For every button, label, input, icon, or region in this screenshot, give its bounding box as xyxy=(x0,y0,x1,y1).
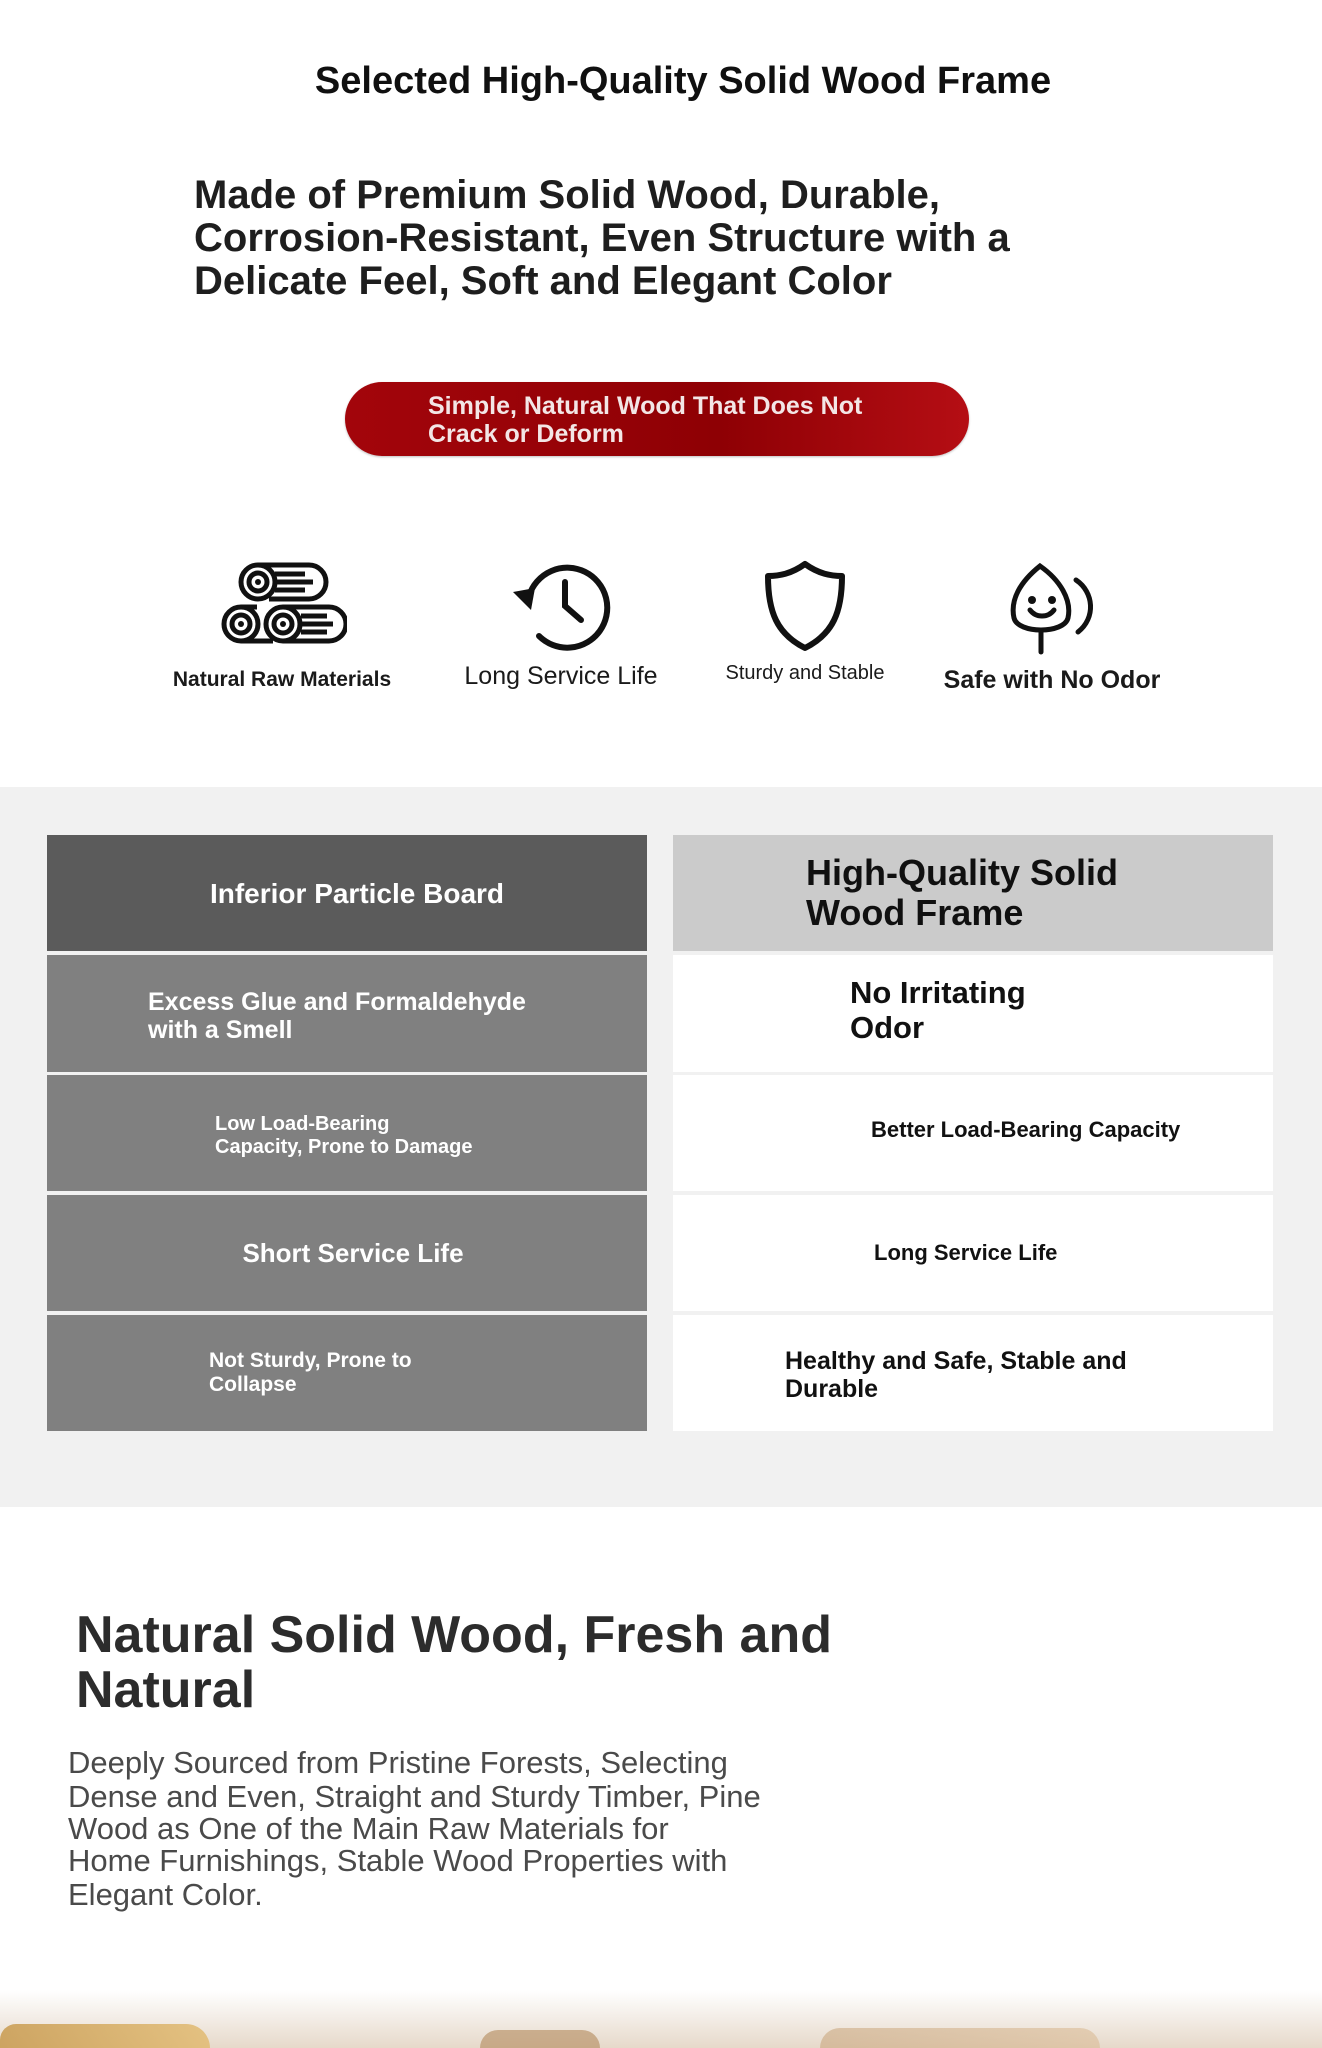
right-row-line: No Irritating xyxy=(850,975,1026,1010)
pill-line: Simple, Natural Wood That Does Not xyxy=(428,392,863,420)
left-row-line: Short Service Life xyxy=(242,1238,464,1268)
subtitle-line: Made of Premium Solid Wood, Durable, xyxy=(194,173,940,217)
left-header-label: Inferior Particle Board xyxy=(209,878,505,909)
wood-photo-detail xyxy=(0,2024,210,2048)
body-line: Home Furnishings, Stable Wood Properties with xyxy=(68,1843,728,1878)
feature-long-service-life xyxy=(446,558,676,691)
feature-label: Natural Raw Materials xyxy=(172,668,392,691)
leaf-smile-icon xyxy=(1004,560,1100,656)
left-row-line: Excess Glue and Formaldehyde xyxy=(148,988,526,1016)
feature-sturdy-stable xyxy=(700,560,910,685)
right-column-header xyxy=(673,835,1273,951)
left-row-text xyxy=(209,1349,412,1397)
right-row xyxy=(673,1195,1273,1311)
left-row xyxy=(47,1195,647,1311)
feature-safe-no-odor xyxy=(932,560,1172,695)
right-row xyxy=(673,1075,1273,1191)
left-row-text xyxy=(215,1113,472,1159)
right-row-line: Healthy and Safe, Stable and xyxy=(785,1347,1127,1375)
subtitle xyxy=(194,174,1094,303)
pill-text xyxy=(428,392,928,448)
left-row-line: Not Sturdy, Prone to xyxy=(209,1349,412,1372)
wood-photo-detail xyxy=(480,2030,600,2048)
right-row xyxy=(673,1315,1273,1431)
section-body xyxy=(68,1746,828,1912)
wood-photo-detail xyxy=(820,2028,1100,2048)
right-row-line: Odor xyxy=(850,1010,925,1045)
right-row xyxy=(673,955,1273,1072)
left-row xyxy=(47,955,647,1072)
log-stack-icon xyxy=(217,560,347,652)
right-header-line: High-Quality Solid xyxy=(806,852,1118,893)
body-line: Dense and Even, Straight and Sturdy Timber, Pine xyxy=(68,1779,761,1814)
right-row-line: Better Load-Bearing Capacity xyxy=(871,1117,1181,1142)
page-title: Selected High-Quality Solid Wood Frame xyxy=(314,60,1052,102)
feature-natural-raw-materials xyxy=(162,560,402,692)
section-title-line: Natural Solid Wood, Fresh and xyxy=(76,1606,832,1664)
left-column-header xyxy=(47,835,647,951)
feature-label: Sturdy and Stable xyxy=(725,662,885,684)
highlight-pill xyxy=(345,382,969,456)
feature-label: Long Service Life xyxy=(464,662,658,690)
feature-label: Safe with No Odor xyxy=(943,666,1161,694)
left-row-line: Collapse xyxy=(209,1373,297,1396)
left-row xyxy=(47,1315,647,1431)
left-row xyxy=(47,1075,647,1191)
right-row-line: Long Service Life xyxy=(874,1240,1058,1265)
shield-icon xyxy=(763,560,847,652)
right-header-label xyxy=(806,853,1118,933)
clock-history-icon xyxy=(511,558,611,652)
left-row-line: Low Load-Bearing xyxy=(215,1113,390,1135)
subtitle-line: Corrosion-Resistant, Even Structure with a xyxy=(194,216,1010,260)
body-line: Wood as One of the Main Raw Materials for xyxy=(68,1811,669,1846)
right-header-line: Wood Frame xyxy=(806,892,1024,933)
body-line: Elegant Color. xyxy=(68,1877,263,1912)
right-row-text xyxy=(850,975,1026,1045)
right-row-text xyxy=(785,1347,1127,1403)
left-row-text xyxy=(148,988,526,1044)
subtitle-line: Delicate Feel, Soft and Elegant Color xyxy=(194,259,892,303)
pill-line: Crack or Deform xyxy=(428,420,624,448)
section-title-line: Natural xyxy=(76,1661,256,1719)
right-row-line: Durable xyxy=(785,1375,879,1403)
left-row-line: Capacity, Prone to Damage xyxy=(215,1136,473,1158)
section-title xyxy=(76,1608,836,1718)
body-line: Deeply Sourced from Pristine Forests, Selecting xyxy=(68,1745,728,1780)
left-row-line: with a Smell xyxy=(148,1016,293,1044)
